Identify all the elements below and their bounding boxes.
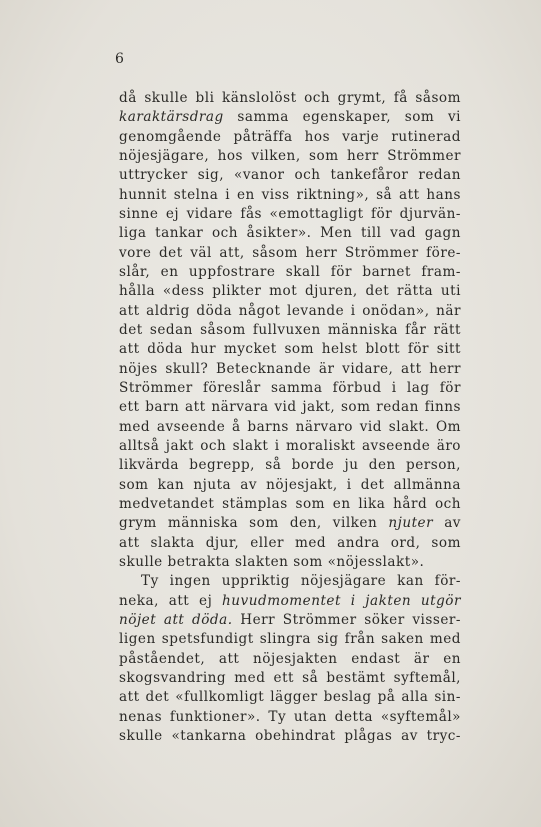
text-line: medvetandet stämplas som en lika hård och	[119, 495, 461, 512]
text-line: Strömmer föreslår samma förbud i lag för	[119, 379, 461, 396]
text-line: grym människa som den, vilken njuter av	[119, 515, 461, 532]
text-line: Ty ingen uppriktig nöjesjägare kan för-	[141, 573, 461, 590]
text-line: skulle betrakta slakten som «nöjesslakt».	[119, 553, 425, 570]
text-line: med avseende å barns närvaro vid slakt. Om	[119, 418, 461, 435]
text-line: då skulle bli känslolöst och grymt, få såsom	[119, 90, 461, 106]
text-line: att det «fullkomligt lägger beslag på alla sin-	[119, 689, 461, 706]
text-line: vore det väl att, såsom herr Strömmer före-	[119, 244, 461, 261]
text-line: som kan njuta av nöjesjakt, i det allmänna	[119, 476, 461, 493]
text-line: skogsvandring med ett så bestämt syftemål,	[119, 669, 461, 686]
text-line: liga tankar och åsikter». Men till vad gagn	[119, 225, 461, 242]
text-line: uttrycker sig, «vanor och tankefåror redan	[119, 167, 461, 184]
text-line: nöjet att döda. Herr Strömmer söker visser-	[119, 611, 461, 628]
text-line: slår, en uppfostrare skall för barnet fram-	[119, 263, 461, 280]
text-line: karaktärsdrag samma egenskaper, som vi	[119, 109, 461, 126]
text-line: likvärda begrepp, så borde ju den person,	[119, 457, 461, 474]
text-line: genomgående påträffa hos varje rutinerad	[119, 128, 461, 145]
text-line: nenas funktioner». Ty utan detta «syftemål»	[119, 708, 461, 725]
text-line: ett barn att närvara vid jakt, som redan finns	[119, 399, 461, 416]
text-line: neka, att ej huvudmomentet i jakten utgör	[119, 592, 461, 609]
text-line: hunnit stelna i en viss riktning», så att hans	[119, 186, 461, 203]
text-line: nöjes skull? Betecknande är vidare, att herr	[119, 360, 461, 377]
text-line: sinne ej vidare fås «emottagligt för djurvän-	[119, 205, 461, 222]
text-line: att slakta djur, eller med andra ord, som	[119, 534, 461, 551]
text-line: nöjesjägare, hos vilken, som herr Strömmer	[119, 147, 461, 164]
text-line: påståendet, att nöjesjakten endast är en	[119, 650, 461, 667]
body-text	[119, 89, 461, 746]
text-line: att aldrig döda något levande i onödan», när	[119, 302, 461, 319]
text-line: skulle «tankarna obehindrat plågas av tryc-	[119, 727, 461, 744]
text-line: alltså jakt och slakt i moraliskt avseende äro	[119, 437, 461, 454]
text-line: hålla «dess plikter mot djuren, det rätta uti	[119, 283, 461, 300]
text-line: det sedan såsom fullvuxen människa får rätt	[119, 321, 461, 338]
text-line: att döda hur mycket som helst blott för sitt	[119, 341, 461, 358]
text-line: ligen spetsfundigt slingra sig från saken med	[119, 631, 461, 648]
page-number: 6	[115, 51, 125, 67]
